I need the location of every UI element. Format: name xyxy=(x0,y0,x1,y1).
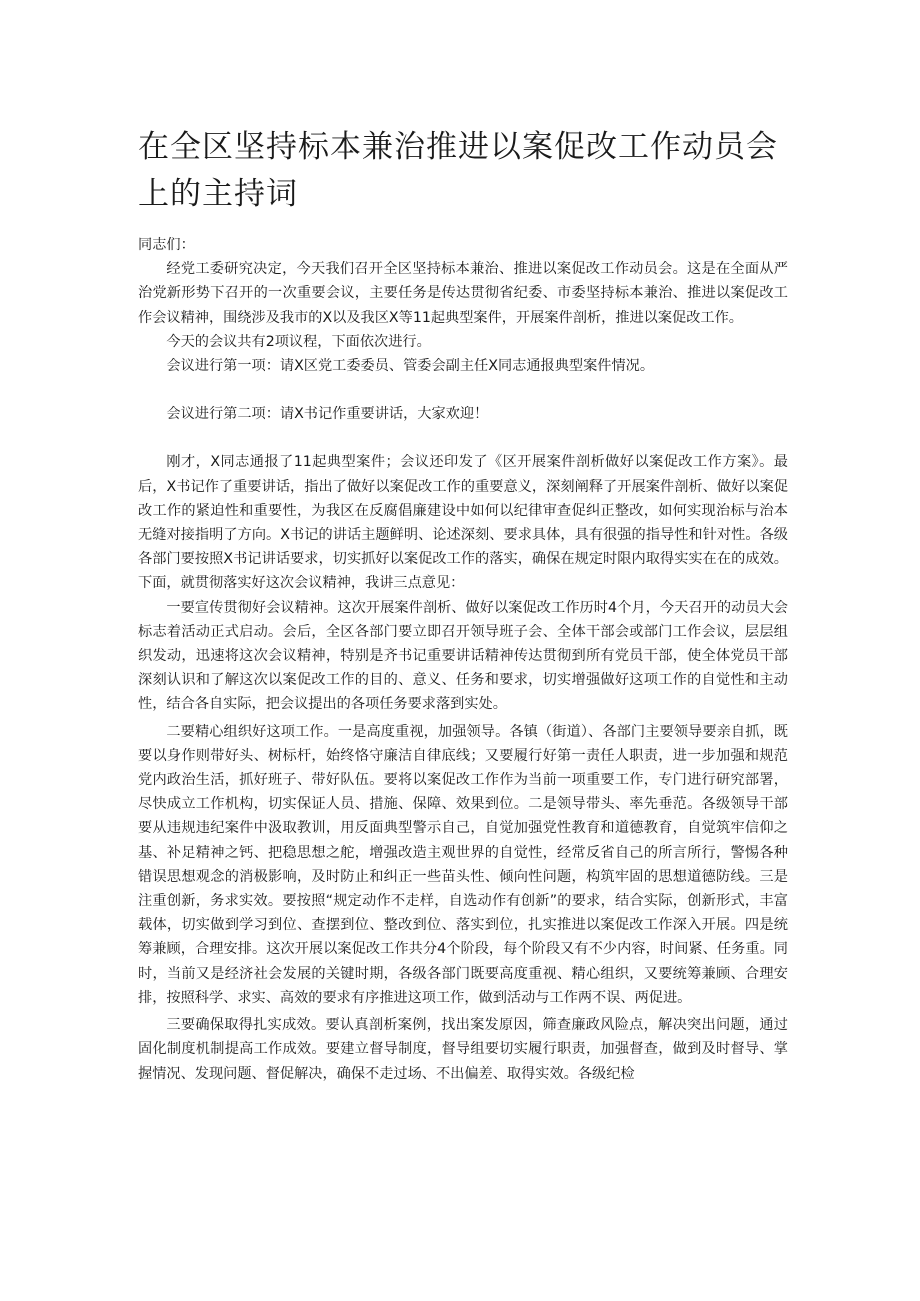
document-body xyxy=(138,233,788,1086)
paragraph-summary: 刚才，X同志通报了11起典型案件；会议还印发了《区开展案件剖析做好以案促改工作方案》。最后，X书记作了重要讲话，指出了做好以案促改工作的重要意义，深刻阐释了开展案件剖析、做好以案促改工作的紧迫性和重要性，为我区在反腐倡廉建设中如何以纪律审查促纠正整改，如何实现治标与治本无缝对接指明了方向。X书记的讲话主题鲜明、论述深刻、要求具体，具有很强的指导性和针对性。各级各部门要按照X书记讲话要求，切实抓好以案促改工作的落实，确保在规定时限内取得实实在在的成效。下面，就贯彻落实好这次会议精神，我讲三点意见： xyxy=(138,454,788,592)
paragraph-point-one: 一要宣传贯彻好会议精神。这次开展案件剖析、做好以案促改工作历时4个月，今天召开的动员大会标志着活动正式启动。会后，全区各部门要立即召开领导班子会、全体干部会或部门工作会议，层层组织发动，迅速将这次会议精神，特别是齐书记重要讲话精神传达贯彻到所有党员干部，使全体党员干部深刻认识和了解这次以案促改工作的目的、意义、任务和要求，切实增强做好这项工作的自觉性和主动性，结合各自实际，把会议提出的各项任务要求落到实处。 xyxy=(138,599,788,713)
paragraph-intro: 经党工委研究决定，今天我们召开全区坚持标本兼治、推进以案促改工作动员会。这是在全面从严治党新形势下召开的一次重要会议，主要任务是传达贯彻省纪委、市委坚持标本兼治、推进以案促改工作会议精神，围绕涉及我市的X以及我区X等11起典型案件，开展案件剖析，推进以案促改工作。 xyxy=(138,261,788,326)
paragraph-point-three: 三要确保取得扎实成效。要认真剖析案例，找出案发原因，筛查廉政风险点，解决突出问题，通过固化制度机制提高工作成效。要建立督导制度，督导组要切实履行职责，加强督查，做到及时督导、掌握情况、发现问题、督促解决，确保不走过场、不出偏差、取得实效。各级纪检 xyxy=(138,1017,788,1082)
paragraph-agenda: 今天的会议共有2项议程，下面依次进行。 xyxy=(166,333,431,350)
document-title: 在全区坚持标本兼治推进以案促改工作动员会上的主持词 xyxy=(138,129,778,212)
salutation: 同志们： xyxy=(138,237,195,253)
paragraph-point-two: 二要精心组织好这项工作。一是高度重视，加强领导。各镇（街道）、各部门主要领导要亲自抓，既要以身作则带好头、树标杆，始终恪守廉洁自律底线；又要履行好第一责任人职责，进一步加强和规范党内政治生活，抓好班子、带好队伍。要将以案促改工作作为当前一项重要工作，专门进行研究部署，尽快成立工作机构，切实保证人员、措施、保障、效果到位。二是领导带头、率先垂范。各级领导干部要从违规违纪案件中汲取教训，用反面典型警示自己，自觉加强党性教育和道德教育，自觉筑牢信仰之基、补足精神之钙、把稳思想之舵，增强改造主观世界的自觉性，经常反省自己的所言所行，警惕各种错误思想观念的消极影响，及时防止和纠正一些苗头性、倾向性问题，构筑牢固的思想道德防线。三是注重创新，务求实效。要按照“规定动作不走样，自选动作有创新”的要求，结合实际，创新形式，丰富载体，切实做到学习到位、查摆到位、整改到位、落实到位，扎实推进以案促改工作深入开展。四是统筹兼顾，合理安排。这次开展以案促改工作共分4个阶段，每个阶段又有不少内容，时间紧、任务重。同时，当前又是经济社会发展的关键时期，各级各部门既要高度重视、精心组织，又要统筹兼顾、合理安排，按照科学、求实、高效的要求有序推进这项工作，做到活动与工作两不误、两促进。 xyxy=(138,723,788,1006)
paragraph-item-one: 会议进行第一项：请X区党工委委员、管委会副主任X同志通报典型案件情况。 xyxy=(166,358,655,375)
paragraph-item-two: 会议进行第二项：请X书记作重要讲话，大家欢迎！ xyxy=(166,406,489,423)
